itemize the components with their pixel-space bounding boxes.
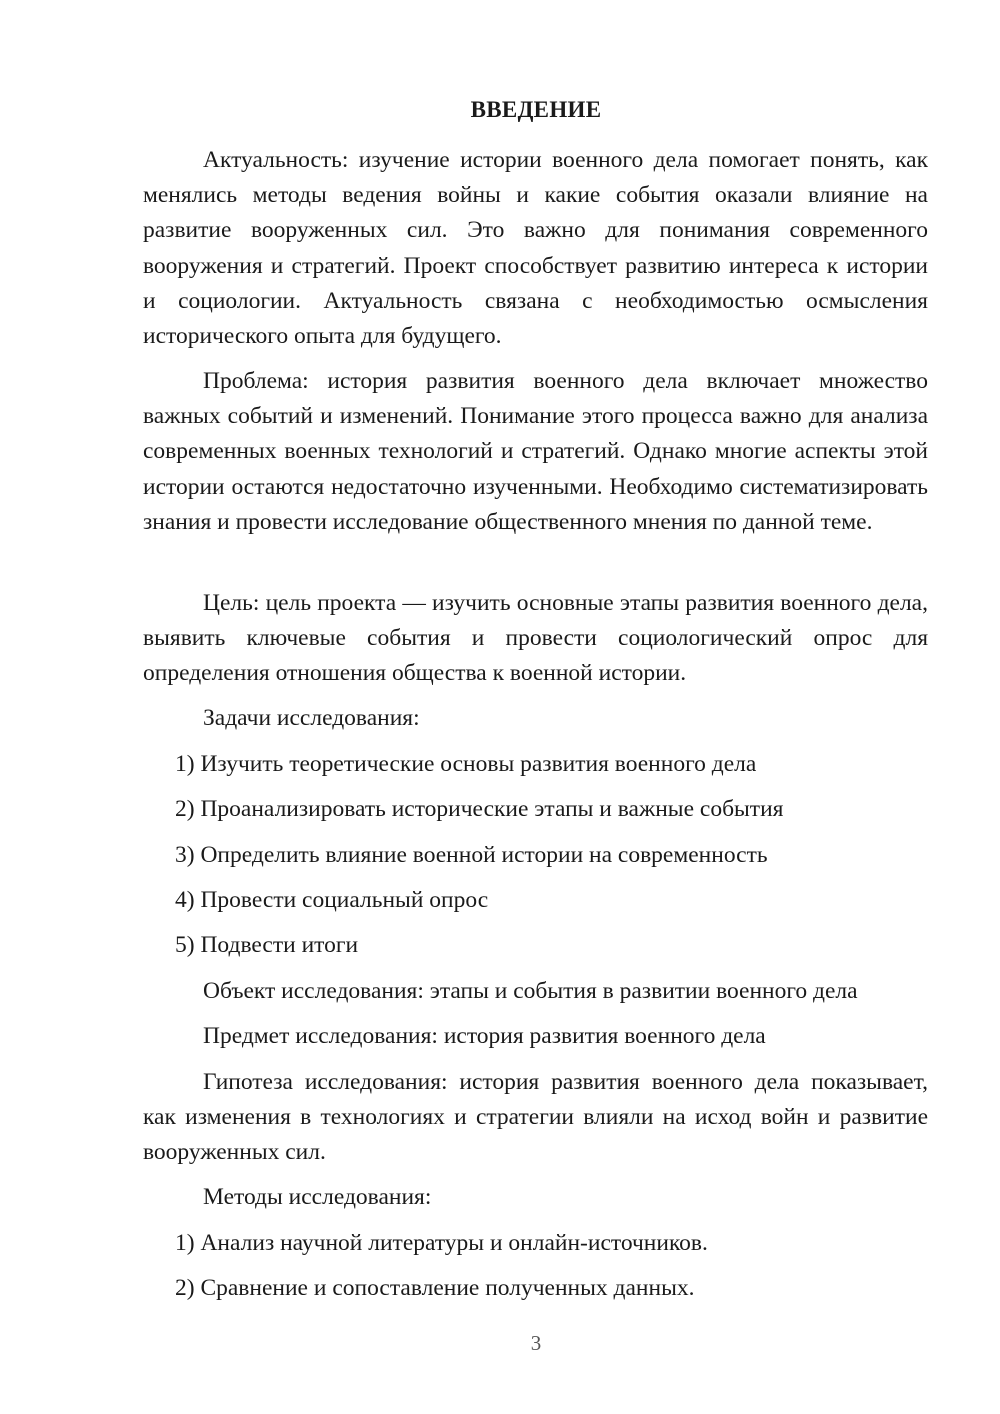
goal-paragraph: Цель: цель проекта — изучить основные этапы развития военного дела, выявить ключевые события и провести социологический опрос для определения отношения общества к военной истории. bbox=[143, 590, 928, 687]
methods-heading: Методы исследования: bbox=[203, 1184, 432, 1210]
page-title: ВВЕДЕНИЕ bbox=[470, 97, 602, 122]
problem-paragraph: Проблема: история развития военного дела включает множество важных событий и изменений. Понимание этого процесса важно для анализа современных военных технологий и стратегий. Однако многие аспекты этой истории остаются недостаточно изученными. Необходимо систематизировать знания и провести исследование общественного мнения по данной теме. bbox=[143, 368, 928, 535]
tasks-heading: Задачи исследования: bbox=[203, 705, 420, 731]
task-item: 4) Провести социальный опрос bbox=[175, 887, 489, 913]
research-object: Объект исследования: этапы и события в развитии военного дела bbox=[203, 978, 858, 1004]
task-item: 2) Проанализировать исторические этапы и важные события bbox=[175, 796, 784, 822]
research-subject: Предмет исследования: история развития военного дела bbox=[203, 1023, 766, 1049]
method-item: 2) Сравнение и сопоставление полученных данных. bbox=[175, 1275, 695, 1301]
task-item: 1) Изучить теоретические основы развития военного дела bbox=[175, 751, 757, 777]
method-item: 1) Анализ научной литературы и онлайн-источников. bbox=[175, 1230, 708, 1256]
page-number: 3 bbox=[530, 1331, 542, 1355]
relevance-paragraph: Актуальность: изучение истории военного дела помогает понять, как менялись методы ведения войны и какие события оказали влияние на развитие вооруженных сил. Это важно для понимания современного вооружения и стратегий. Проект способствует развитию интереса к истории и социологии. Актуальность связана с необходимостью осмысления исторического опыта для будущего. bbox=[143, 147, 928, 350]
task-item: 5) Подвести итоги bbox=[175, 932, 359, 958]
task-item: 3) Определить влияние военной истории на современность bbox=[175, 842, 768, 868]
hypothesis-paragraph: Гипотеза исследования: история развития военного дела показывает, как изменения в технологиях и стратегии влияли на исход войн и развитие вооруженных сил. bbox=[143, 1069, 928, 1166]
